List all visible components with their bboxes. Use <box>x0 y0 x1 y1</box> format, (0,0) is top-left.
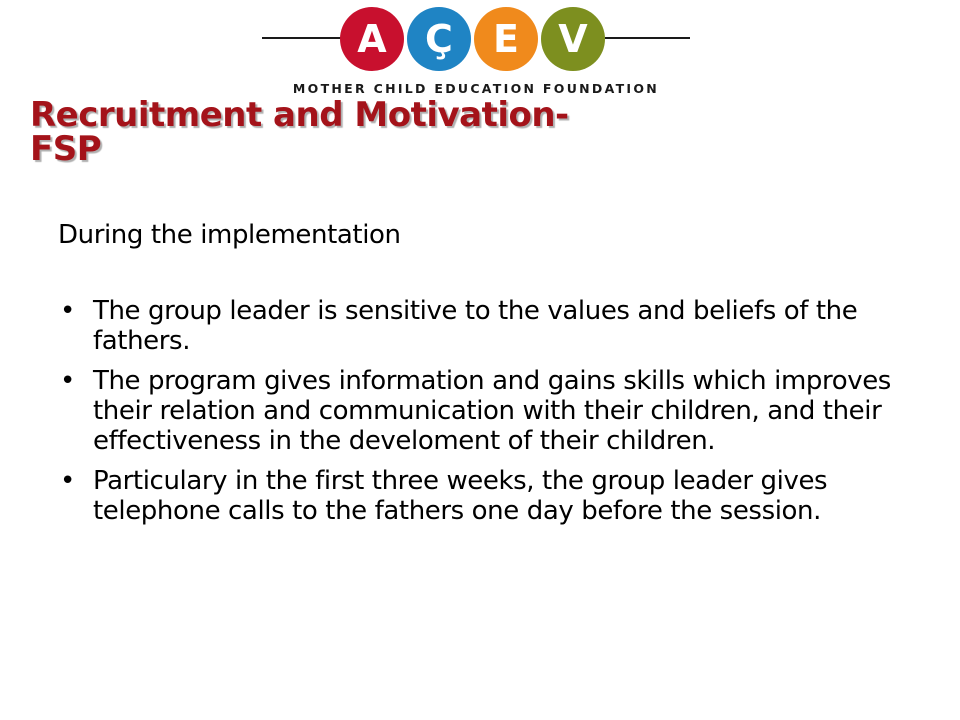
slide-title <box>30 95 650 169</box>
bullet-marker: • <box>60 466 75 496</box>
acev-logo <box>262 4 692 100</box>
logo-letter-a: A <box>340 7 404 71</box>
logo-line-right <box>605 37 690 39</box>
bullet-marker: • <box>60 296 75 326</box>
logo-circles <box>340 7 605 71</box>
bullet-text: Particulary in the first three weeks, the group leader gives telephone calls to the fathers one day before the session. <box>93 466 828 526</box>
bullet-item <box>58 366 918 456</box>
bullet-text: The program gives information and gains skills which improves their relation and communication with their children, and their effectiveness in the develoment of their children. <box>93 366 891 456</box>
logo-letter-e: E <box>474 7 538 71</box>
logo-tagline: MOTHER CHILD EDUCATION FOUNDATION <box>292 81 660 96</box>
bullet-item <box>58 466 918 526</box>
bullet-list <box>58 296 918 536</box>
slide-title-line-1: Recruitment and Motivation- <box>30 95 569 135</box>
logo-letter-c-cedilla: Ç <box>407 7 471 71</box>
bullet-marker: • <box>60 366 75 396</box>
bullet-text: The group leader is sensitive to the values and beliefs of the fathers. <box>93 296 858 356</box>
slide-title-line-2: FSP <box>30 129 102 169</box>
logo-line-left <box>262 37 352 39</box>
logo-letter-v: V <box>541 7 605 71</box>
intro-text: During the implementation <box>58 220 401 250</box>
bullet-item <box>58 296 918 356</box>
